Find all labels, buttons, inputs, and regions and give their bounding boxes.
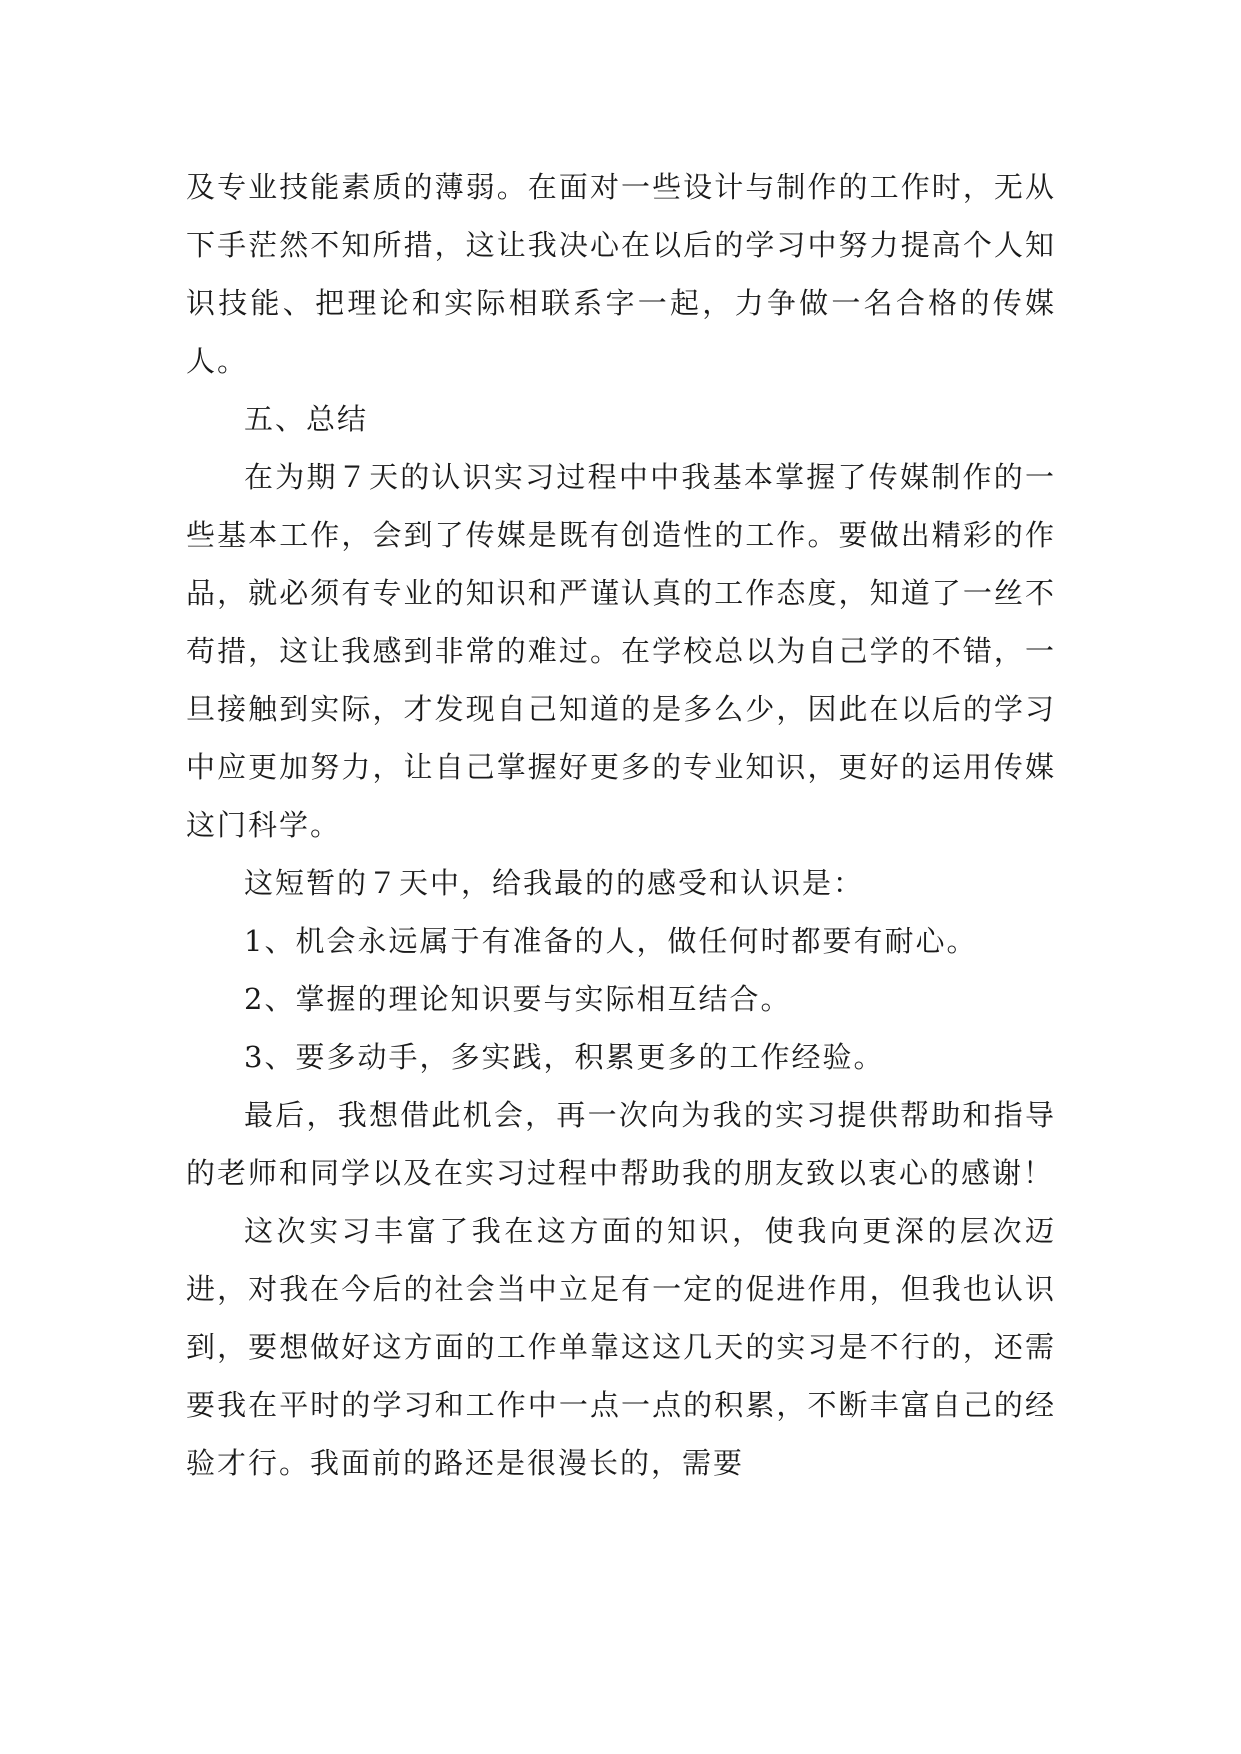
section-heading-summary: 五、总结 <box>244 402 369 436</box>
document-body <box>186 158 1056 1492</box>
paragraph-skills-weakness: 及专业技能素质的薄弱。在面对一些设计与制作的工作时，无从下手茫然不知所措，这让我决心在以后的学习中努力提高个人知识技能、把理论和实际相联系字一起，力争做一名合格的传媒人。 <box>186 170 1056 378</box>
list-item-practice-more: 3、要多动手，多实践，积累更多的工作经验。 <box>244 1040 885 1074</box>
paragraph-reflection-intro: 这短暂的７天中，给我最的的感受和认识是： <box>244 866 865 900</box>
paragraph-acknowledgement: 最后，我想借此机会，再一次向为我的实习提供帮助和指导的老师和同学以及在实习过程中帮助我的朋友致以衷心的感谢！ <box>186 1098 1056 1190</box>
paragraph-closing: 这次实习丰富了我在这方面的知识，使我向更深的层次迈进，对我在今后的社会当中立足有一定的促进作用，但我也认识到，要想做好这方面的工作单靠这这几天的实习是不行的，还需要我在平时的学习和工作中一点一点的积累，不断丰富自己的经验才行。我面前的路还是很漫长的，需要 <box>186 1214 1056 1480</box>
list-item-opportunity: 1、机会永远属于有准备的人，做任何时都要有耐心。 <box>244 924 978 958</box>
list-item-theory-practice: 2、掌握的理论知识要与实际相互结合。 <box>244 982 792 1016</box>
paragraph-internship-overview: 在为期７天的认识实习过程中中我基本掌握了传媒制作的一些基本工作，会到了传媒是既有创造性的工作。要做出精彩的作品，就必须有专业的知识和严谨认真的工作态度，知道了一丝不苟措，这让我感到非常的难过。在学校总以为自己学的不错，一旦接触到实际，才发现自己知道的是多么少，因此在以后的学习中应更加努力，让自己掌握好更多的专业知识，更好的运用传媒这门科学。 <box>186 460 1056 842</box>
